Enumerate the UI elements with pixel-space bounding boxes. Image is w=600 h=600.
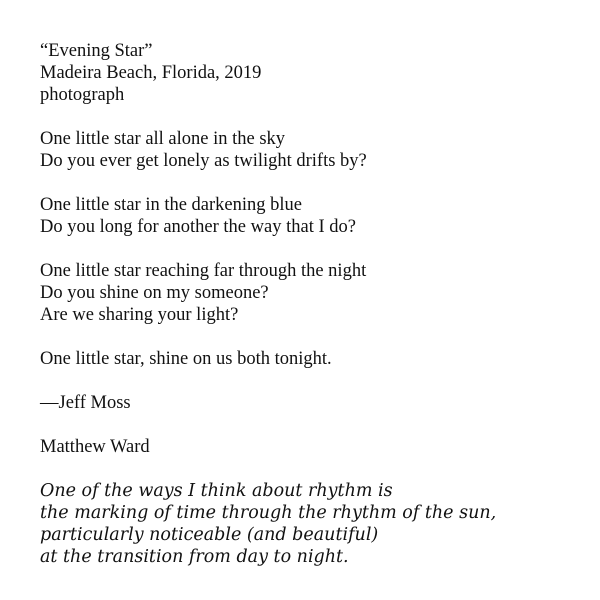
spacer xyxy=(40,414,580,436)
poem-stanza-1 xyxy=(40,128,580,172)
document-page xyxy=(40,40,580,568)
location-year: Madeira Beach, Florida, 2019 xyxy=(40,63,262,83)
artwork-title: “Evening Star” xyxy=(40,41,153,61)
statement-line: particularly noticeable (and beautiful) xyxy=(40,525,379,545)
spacer xyxy=(40,326,580,348)
poem-line: One little star in the darkening blue xyxy=(40,195,303,215)
statement-line: One of the ways I think about rhythm is xyxy=(40,481,393,501)
author-name: Matthew Ward xyxy=(40,437,150,457)
author-block xyxy=(40,436,580,458)
spacer xyxy=(40,458,580,480)
poem-line: Do you ever get lonely as twilight drifts by? xyxy=(40,151,367,171)
poem-line: Do you long for another the way that I do? xyxy=(40,217,356,237)
poem-line: One little star, shine on us both tonight. xyxy=(40,349,332,369)
poem-line: Are we sharing your light? xyxy=(40,305,239,325)
spacer xyxy=(40,370,580,392)
artist-statement xyxy=(40,480,580,568)
poem-stanza-4 xyxy=(40,348,580,370)
medium: photograph xyxy=(40,85,125,105)
attribution-text: —Jeff Moss xyxy=(40,393,131,413)
spacer xyxy=(40,238,580,260)
spacer xyxy=(40,172,580,194)
poem-stanza-2 xyxy=(40,194,580,238)
statement-line: the marking of time through the rhythm of the sun, xyxy=(40,503,497,523)
poem-line: One little star all alone in the sky xyxy=(40,129,286,149)
poem-line: Do you shine on my someone? xyxy=(40,283,269,303)
spacer xyxy=(40,106,580,128)
statement-line: at the transition from day to night. xyxy=(40,547,349,567)
poem-attribution xyxy=(40,392,580,414)
poem-line: One little star reaching far through the night xyxy=(40,261,367,281)
caption-block xyxy=(40,40,580,106)
poem-stanza-3 xyxy=(40,260,580,326)
